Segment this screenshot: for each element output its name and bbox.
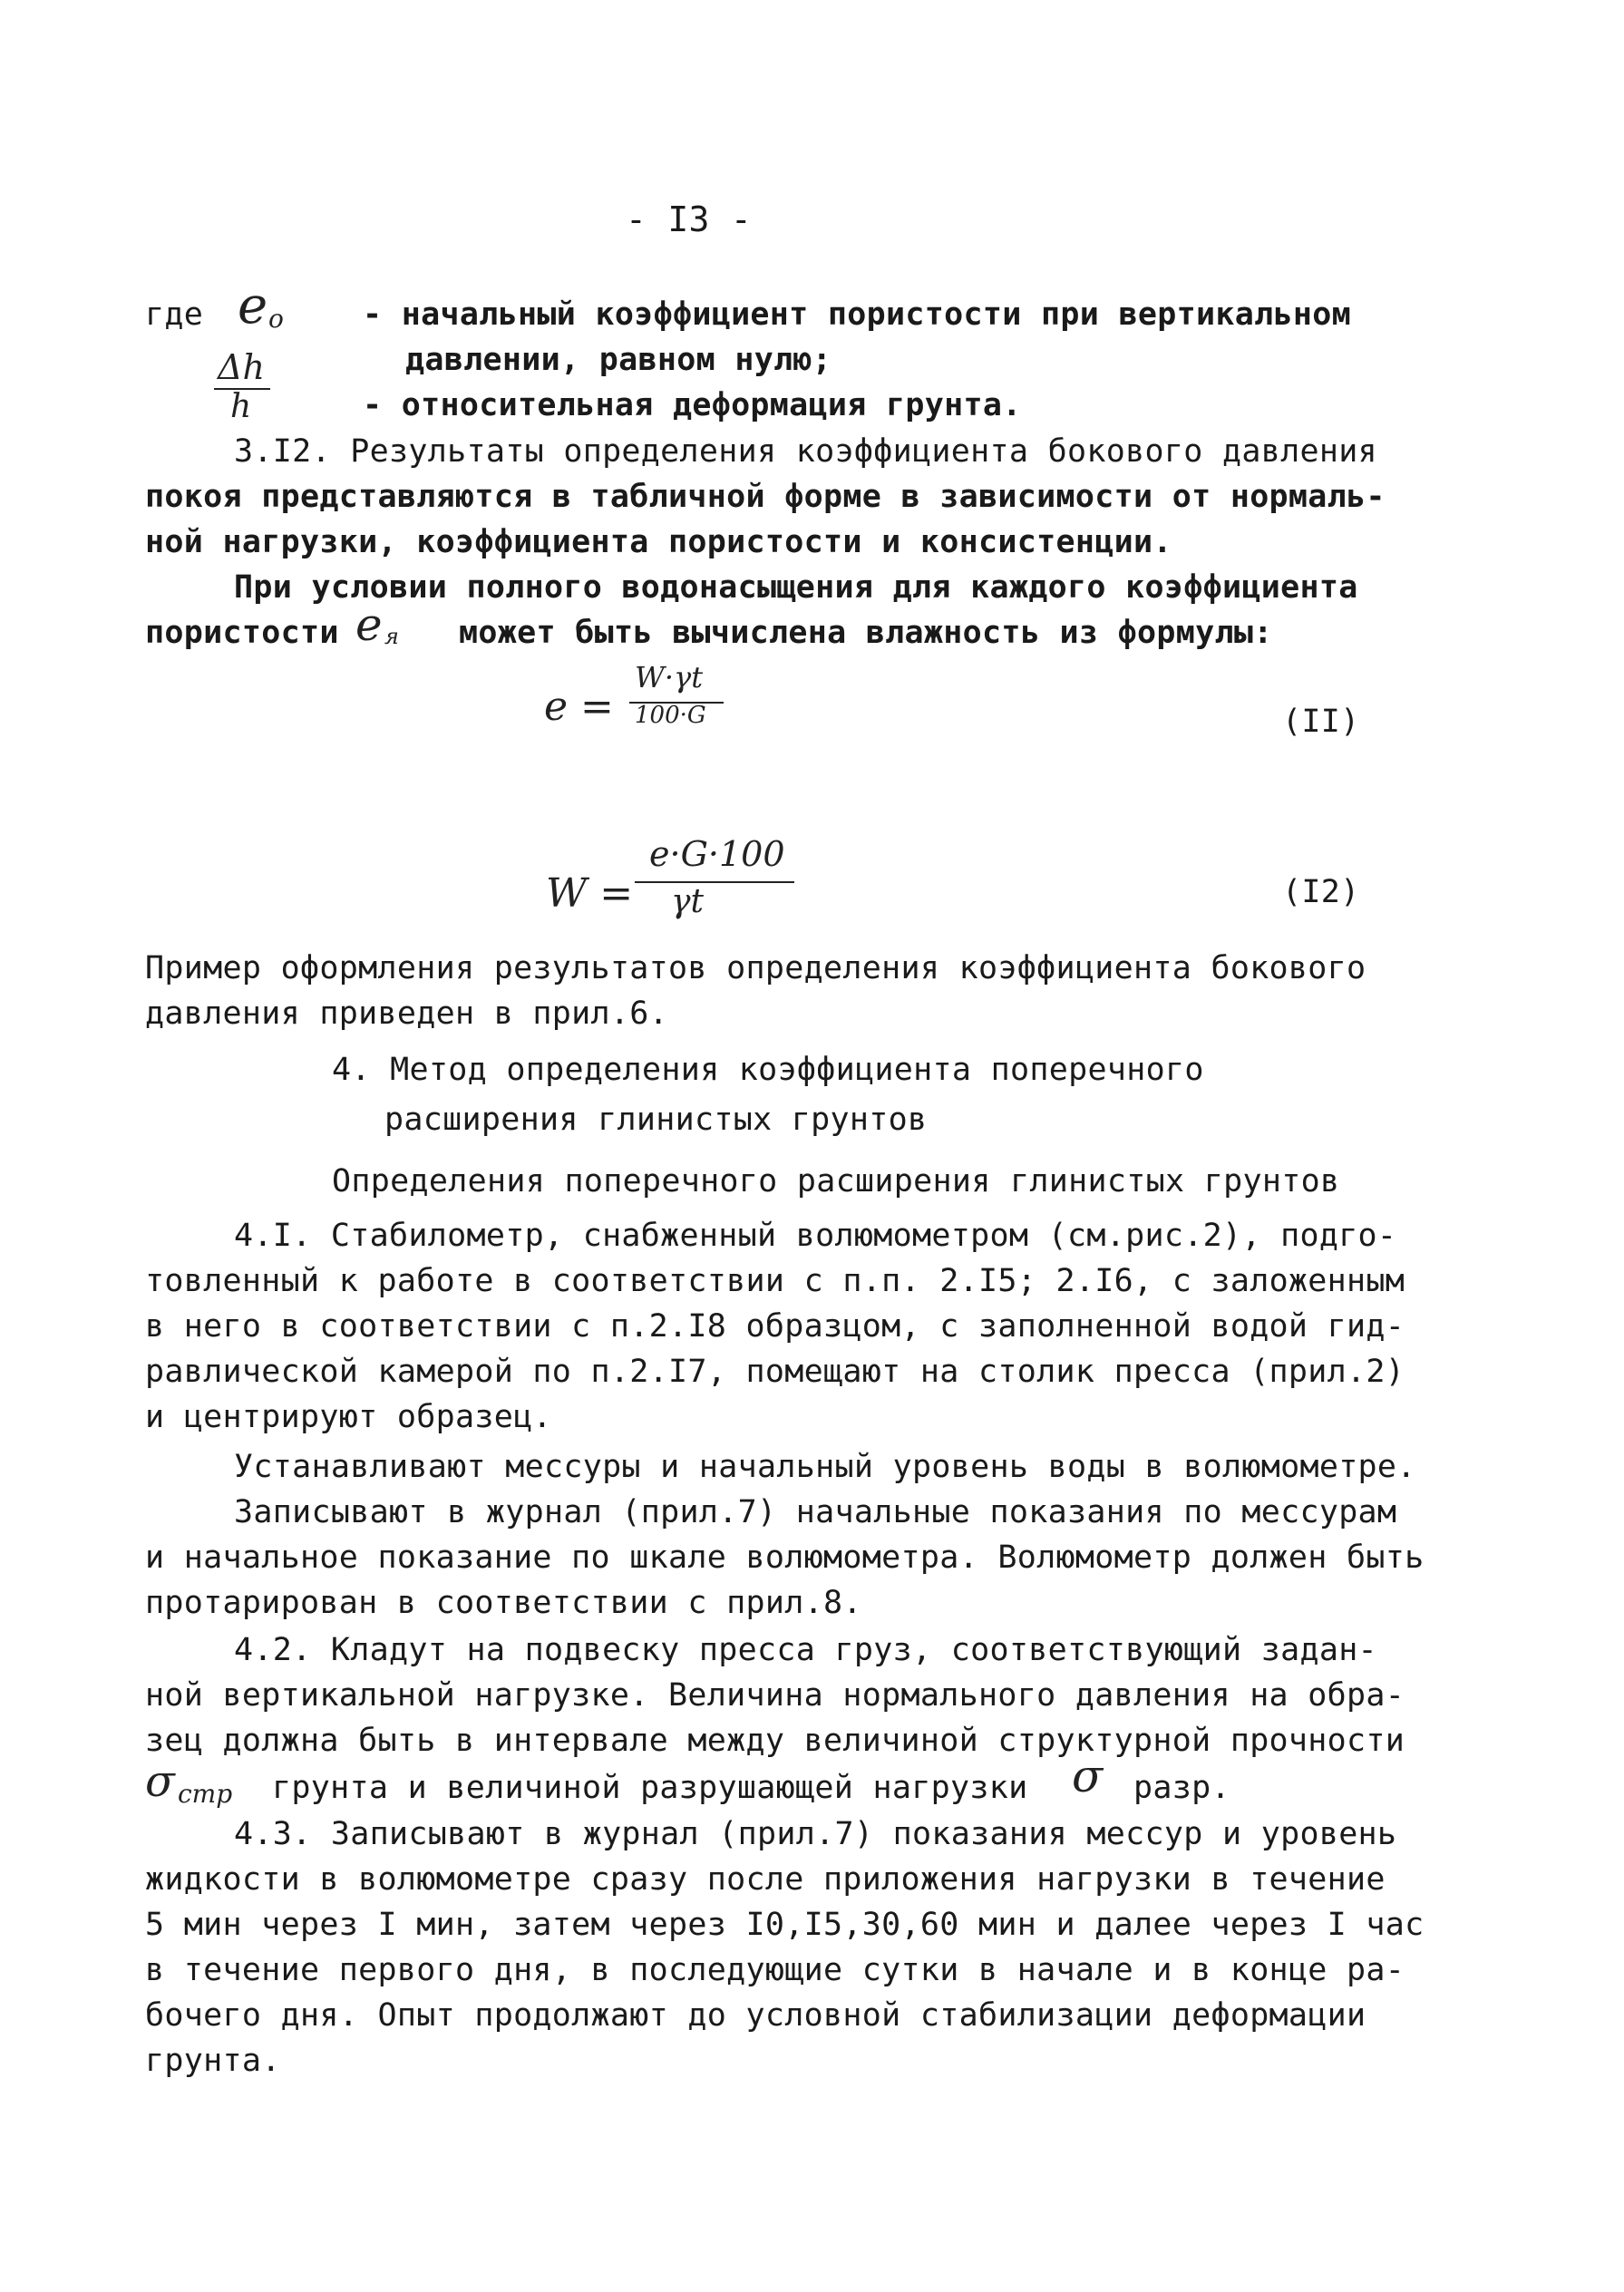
install-line: Устанавливают мессуры и начальный уровень воды в волюмометре.	[234, 1449, 1416, 1485]
para-4-2-line-1: 4.2. Кладут на подвеску пресса груз, соответствующий задан-	[234, 1632, 1377, 1668]
formula-11-denominator: 100·G	[635, 702, 706, 729]
saturation-line-2a: пористости	[145, 615, 339, 651]
para-4-3-line-3: 5 мин через I мин, затем через I0,I5,30,60 мин и далее через I час	[145, 1907, 1425, 1943]
where-label: где	[145, 296, 204, 333]
formula-12-numerator: e·G·100	[649, 834, 785, 874]
saturation-line-1: При условии полного водонасыщения для каждого коэффициента	[234, 569, 1358, 606]
para-3-12-line-3: ной нагрузки, коэффициента пористости и консистенции.	[145, 524, 1172, 560]
e0-definition-cont: давлении, равном нулю;	[405, 342, 832, 378]
section-title-line-2: расширения глинистых грунтов	[384, 1102, 928, 1138]
para-4-2-line-3: зец должна быть в интервале между величиной структурной прочности	[145, 1723, 1405, 1759]
formula-12-denominator: γt	[671, 883, 704, 920]
para-4-1-line-2: товленный к работе в соответствии с п.п. 2.I5; 2.I6, с заложенным	[145, 1263, 1405, 1299]
strain-definition: - относительная деформация грунта.	[363, 387, 1022, 423]
e-ya-symbol: e	[355, 598, 383, 651]
example-line-1: Пример оформления результатов определения коэффициента бокового	[145, 950, 1366, 986]
formula-12-fraction-bar	[635, 881, 794, 883]
para-4-1-line-5: и центрируют образец.	[145, 1399, 552, 1435]
record-line-1: Записывают в журнал (прил.7) начальные показания по мессурам	[234, 1494, 1397, 1530]
sigma-razr-symbol: σ	[1072, 1750, 1104, 1802]
section-title-line-1: 4. Метод определения коэффициента поперечного	[332, 1052, 1204, 1088]
e-ya-subscript: я	[384, 624, 399, 649]
para-4-3-line-5: бочего дня. Опыт продолжают до условной стабилизации деформации	[145, 1997, 1366, 2034]
formula-11-lhs: e =	[544, 684, 614, 730]
example-line-2: давления приведен в прил.6.	[145, 995, 669, 1032]
para-4-3-line-4: в течение первого дня, в последующие сутки в начале и в конце ра-	[145, 1952, 1405, 1988]
formula-12-number: (I2)	[1282, 874, 1360, 910]
para-3-12-line-1: 3.I2. Результаты определения коэффициента бокового давления	[234, 433, 1377, 470]
record-line-3: протарирован в соответствии с прил.8.	[145, 1585, 862, 1621]
para-4-3-line-6: грунта.	[145, 2043, 281, 2079]
e0-definition: - начальный коэффициент пористости при вертикальном	[363, 296, 1351, 333]
e0-symbol: e	[238, 277, 268, 335]
strain-numerator: Δh	[218, 347, 265, 387]
para-3-12-line-2: покоя представляются в табличной форме в зависимости от нормаль-	[145, 479, 1386, 515]
saturation-line-2b: может быть вычислена влажность из формулы:	[459, 615, 1273, 651]
para-4-2-line-2: ной вертикальной нагрузке. Величина нормального давления на обра-	[145, 1677, 1405, 1714]
para-4-1-line-1: 4.I. Стабилометр, снабженный волюмометром (см.рис.2), подго-	[234, 1218, 1397, 1254]
formula-11-number: (II)	[1282, 704, 1360, 740]
sigma-str-symbol: σ	[145, 1756, 175, 1807]
strain-denominator: h	[230, 388, 252, 425]
record-line-2: и начальное показание по шкале волюмометра. Волюмометр должен быть	[145, 1539, 1425, 1576]
para-4-3-line-2: жидкости в волюмометре сразу после приложения нагрузки в течение	[145, 1861, 1386, 1898]
page-number: - I3 -	[626, 199, 753, 239]
formula-12-lhs: W =	[546, 870, 634, 917]
para-4-1-line-3: в него в соответствии с п.2.I8 образцом, с заполненной водой гид-	[145, 1308, 1405, 1345]
formula-11-numerator: W·γt	[635, 660, 704, 694]
para-4-3-line-1: 4.3. Записывают в журнал (прил.7) показания мессур и уровень	[234, 1816, 1397, 1852]
para-4-2-razr: разр.	[1133, 1770, 1230, 1806]
e0-subscript: o	[268, 304, 284, 334]
para-4-2-line-4: грунта и величиной разрушающей нагрузки	[272, 1770, 1028, 1806]
para-4-1-line-4: равлической камерой по п.2.I7, помещают на столик пресса (прил.2)	[145, 1354, 1405, 1390]
sigma-str-subscript: стр	[178, 1779, 233, 1809]
subsection-title: Определения поперечного расширения глинистых грунтов	[332, 1163, 1340, 1199]
